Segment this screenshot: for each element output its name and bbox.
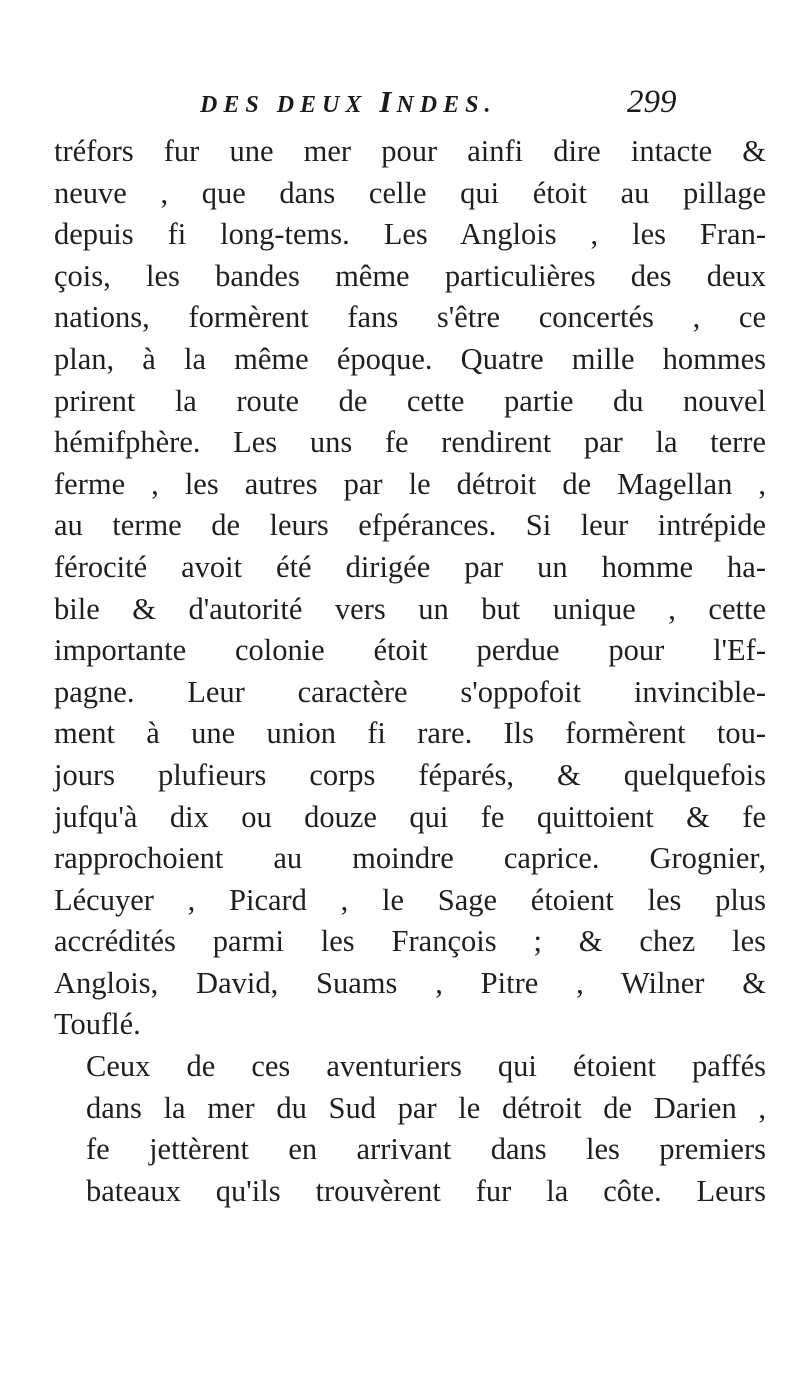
text-line: bateaux qu'ils trouvèrent fur la côte. Leurs bbox=[86, 1173, 766, 1208]
text-line: tréfors fur une mer pour ainfi dire intacte & bbox=[54, 134, 766, 168]
body-text bbox=[54, 131, 774, 1212]
text-line: bile & d'autorité vers un but unique , cette bbox=[54, 591, 766, 626]
running-head bbox=[200, 84, 700, 128]
text-line: accrédités parmi les François ; & chez les bbox=[54, 924, 766, 959]
text-line: au terme de leurs efpérances. Si leur intrépide bbox=[54, 508, 766, 543]
text-line: dans la mer du Sud par le détroit de Darien , bbox=[86, 1090, 766, 1125]
text-line: pagne. Leur caractère s'oppofoit invincible- bbox=[54, 674, 766, 709]
paragraph-start-line: Ceux de ces aventuriers qui étoient paffés bbox=[86, 1049, 766, 1084]
text-line: importante colonie étoit perdue pour l'Ef- bbox=[54, 633, 766, 668]
text-line: plan, à la même époque. Quatre mille hommes bbox=[54, 341, 766, 376]
running-head-title-prefix: DES DEUX bbox=[200, 92, 380, 118]
text-line: çois, les bandes même particulières des deux bbox=[54, 258, 766, 293]
text-line: depuis fi long-tems. Les Anglois , les Fran- bbox=[54, 217, 766, 252]
text-line: prirent la route de cette partie du nouvel bbox=[54, 383, 766, 418]
text-line: ferme , les autres par le détroit de Magellan , bbox=[54, 466, 766, 501]
running-head-title-cap: I bbox=[379, 84, 397, 119]
text-line: jufqu'à dix ou douze qui fe quittoient & fe bbox=[54, 799, 766, 834]
text-line: nations, formèrent fans s'être concertés , ce bbox=[54, 300, 766, 335]
text-line: jours plufieurs corps féparés, & quelquefois bbox=[54, 757, 766, 792]
text-line: Lécuyer , Picard , le Sage étoient les plus bbox=[54, 882, 766, 917]
text-line: férocité avoit été dirigée par un homme ha- bbox=[54, 549, 766, 584]
running-head-title bbox=[200, 84, 496, 120]
text-line: hémifphère. Les uns fe rendirent par la terre bbox=[54, 425, 766, 460]
running-head-title-rest: NDES. bbox=[396, 92, 497, 118]
text-line: rapprochoient au moindre caprice. Grognier, bbox=[54, 841, 766, 876]
text-line: Touflé. bbox=[54, 1007, 141, 1042]
text-line: Anglois, David, Suams , Pitre , Wilner & bbox=[54, 965, 766, 1000]
text-line: neuve , que dans celle qui étoit au pillage bbox=[54, 175, 766, 210]
page-number: 299 bbox=[627, 84, 677, 120]
text-line: fe jettèrent en arrivant dans les premiers bbox=[86, 1132, 766, 1167]
text-line: ment à une union fi rare. Ils formèrent tou- bbox=[54, 716, 766, 751]
